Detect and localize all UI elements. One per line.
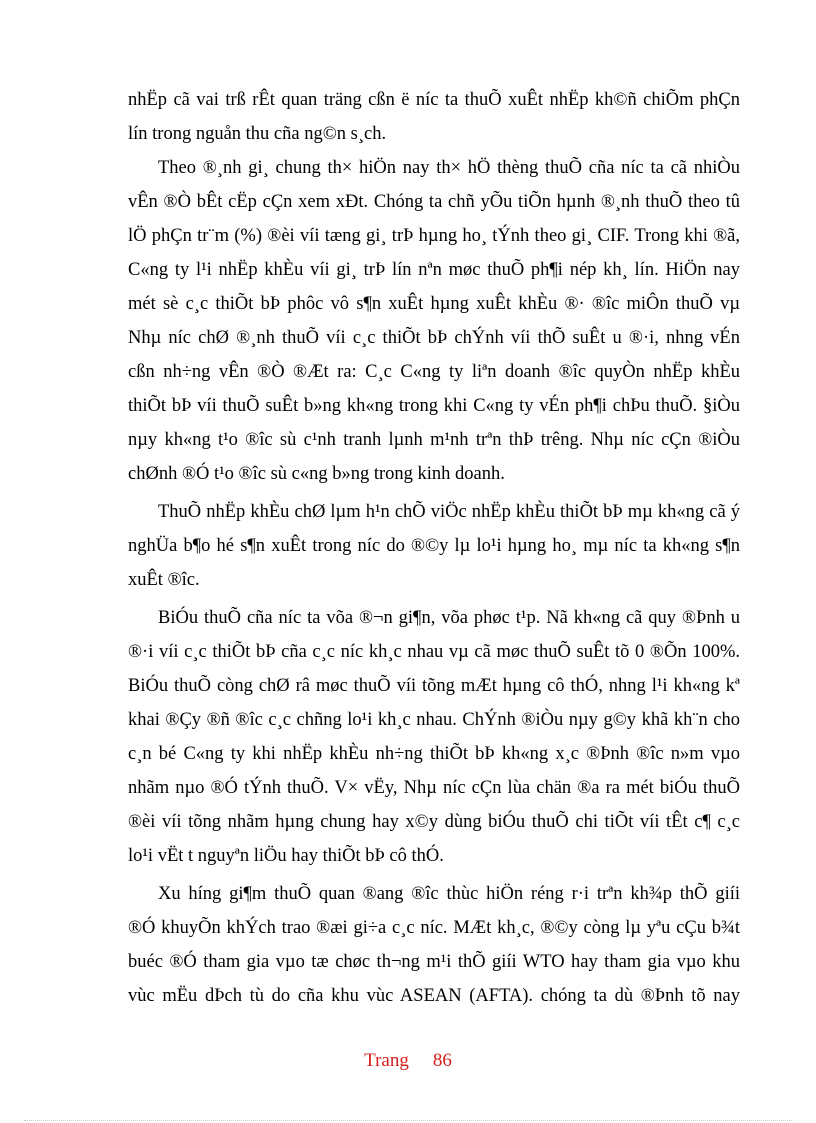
- text-line: nhãm nµo ®Ó tÝnh thuÕ. V× vËy, Nhµ níc cÇn lùa chän ®a ra mét biÓu thuÕ: [128, 778, 740, 798]
- text-line: nhËp cã vai trß rÊt quan träng cßn ë níc ta thuÕ xuÊt nhËp kh©ñ chiÕm phÇn: [128, 90, 740, 110]
- page-bottom-divider: [24, 1120, 792, 1121]
- text-line: lo¹i vËt t nguyªn liÖu hay thiÕt bÞ cô thÓ.: [128, 846, 444, 866]
- text-line: BiÓu thuÕ cña níc ta võa ®¬n gi¶n, võa phøc t¹p. Nã kh«ng cã quy ®Þnh u: [158, 608, 740, 628]
- page-number: 86: [432, 1050, 452, 1071]
- text-line: lín trong nguån thu cña ng©n s¸ch.: [128, 124, 387, 144]
- text-line: Nhµ níc chØ ®¸nh thuÕ víi c¸c thiÕt bÞ chÝnh víi thÕ suÊt u ®·i, nhng vÉn: [128, 328, 740, 348]
- text-line: C«ng ty l¹i nhËp khÈu víi gi¸ trÞ lín nªn møc thuÕ ph¶i nép kh¸ lín. HiÖn nay: [128, 260, 740, 280]
- text-line: ®Ó khuyÕn khÝch trao ®æi gi÷a c¸c níc. MÆt kh¸c, ®©y còng lµ yªu cÇu b¾t: [128, 918, 740, 938]
- page-label: Trang: [364, 1050, 409, 1071]
- text-line: chØnh ®Ó t¹o ®îc sù c«ng b»ng trong kinh doanh.: [128, 464, 505, 484]
- text-line: buéc ®Ó tham gia vµo tæ chøc th¬ng m¹i thÕ giíi WTO hay tham gia vµo khu: [128, 952, 740, 972]
- text-line: cßn nh÷ng vÊn ®Ò ®Æt ra: C¸c C«ng ty liªn doanh ®îc quyÒn nhËp khÈu: [128, 362, 740, 382]
- text-line: BiÓu thuÕ còng chØ râ møc thuÕ víi tõng mÆt hµng cô thÓ, nhng l¹i kh«ng kª: [128, 676, 740, 696]
- text-line: nµy kh«ng t¹o ®îc sù c¹nh tranh lµnh m¹nh trªn thÞ trêng. Nhµ níc cÇn ®iÒu: [128, 430, 740, 450]
- text-line: xuÊt ®îc.: [128, 570, 200, 590]
- text-line: ®èi víi tõng nhãm hµng chung hay x©y dùng biÓu thuÕ chi tiÕt víi tÊt c¶ c¸c: [128, 812, 740, 832]
- text-line: vùc mËu dÞch tù do cña khu vùc ASEAN (AFTA). chóng ta dù ®Þnh tõ nay: [128, 986, 740, 1006]
- text-line: vÊn ®Ò bÊt cËp cÇn xem xÐt. Chóng ta chñ yÕu tiÕn hµnh ®¸nh thuÕ theo tû: [128, 192, 740, 212]
- text-line: lÖ phÇn tr¨m (%) ®èi víi tæng gi¸ trÞ hµng ho¸ tÝnh theo gi¸ CIF. Trong khi ®ã,: [128, 226, 740, 246]
- text-line: ®·i víi c¸c thiÕt bÞ cña c¸c níc kh¸c nhau vµ cã møc thuÕ suÊt tõ 0 ®Õn 100%.: [128, 642, 740, 662]
- text-line: c¸n bé C«ng ty khi nhËp khÈu nh÷ng thiÕt bÞ kh«ng x¸c ®Þnh ®îc n»m vµo: [128, 744, 740, 764]
- text-line: thiÕt bÞ víi thuÕ suÊt b»ng kh«ng trong khi C«ng ty vÉn ph¶i chÞu thuÕ. §iÒu: [128, 396, 740, 416]
- text-line: nghÜa b¶o hé s¶n xuÊt trong níc do ®©y lµ lo¹i hµng ho¸ mµ níc ta kh«ng s¶n: [128, 536, 740, 556]
- text-line: ThuÕ nhËp khÈu chØ lµm h¹n chÕ viÖc nhËp khÈu thiÕt bÞ mµ kh«ng cã ý: [158, 502, 740, 522]
- page-footer: [0, 1046, 816, 1076]
- text-line: khai ®Çy ®ñ ®îc c¸c chñng lo¹i kh¸c nhau. ChÝnh ®iÒu nµy g©y khã kh¨n cho: [128, 710, 740, 730]
- text-line: Xu híng gi¶m thuÕ quan ®ang ®îc thùc hiÖn réng r·i trªn kh¾p thÕ giíi: [158, 884, 740, 904]
- text-line: mét sè c¸c thiÕt bÞ phôc vô s¶n xuÊt hµng xuÊt khÈu ®· ®îc miÔn thuÕ vµ: [128, 294, 740, 314]
- text-line: Theo ®¸nh gi¸ chung th× hiÖn nay th× hÖ thèng thuÕ cña níc ta cã nhiÒu: [158, 158, 740, 178]
